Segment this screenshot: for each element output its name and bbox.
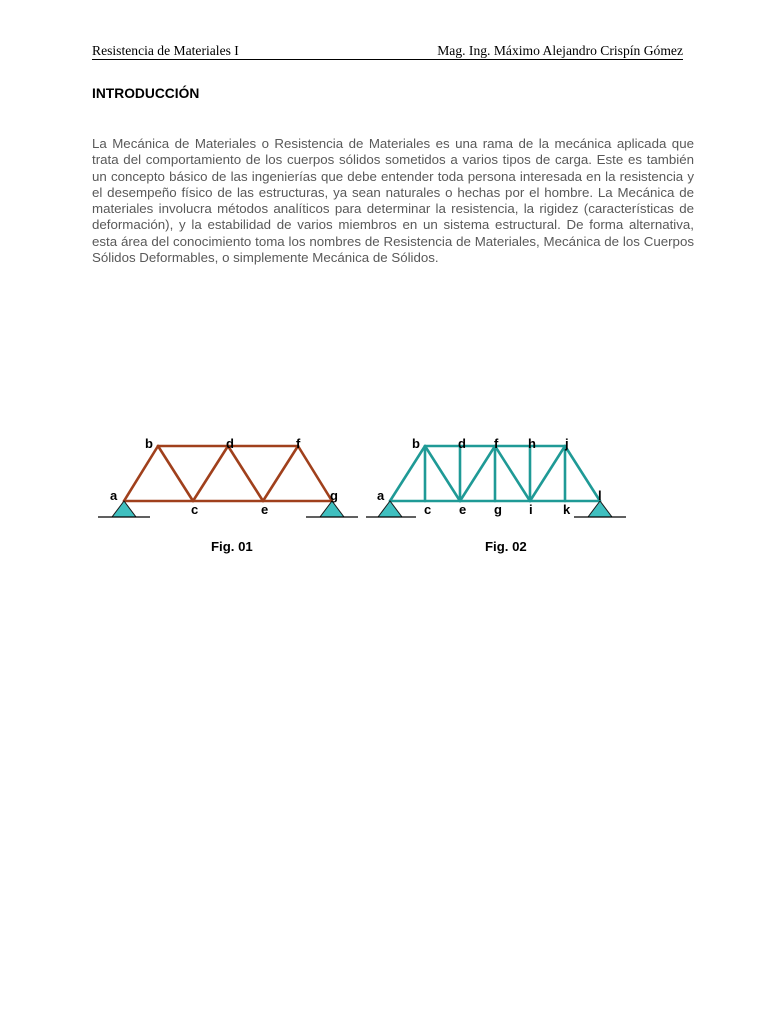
member-e-f bbox=[263, 446, 298, 501]
node-label-f: f bbox=[494, 436, 499, 451]
header-author: Mag. Ing. Máximo Alejandro Crispín Gómez bbox=[437, 43, 683, 58]
node-label-b: b bbox=[412, 436, 420, 451]
header-course-title: Resistencia de Materiales I bbox=[92, 43, 239, 58]
node-label-d: d bbox=[458, 436, 466, 451]
truss-members bbox=[124, 446, 332, 501]
member-b-c bbox=[158, 446, 193, 501]
node-label-c: c bbox=[191, 502, 199, 517]
truss-diagram-01 bbox=[92, 428, 364, 518]
truss-figure-02 bbox=[366, 428, 636, 518]
supports bbox=[112, 501, 344, 517]
node-label-d: d bbox=[226, 436, 234, 451]
member-a-b bbox=[390, 446, 425, 501]
pin-support-right bbox=[588, 501, 612, 517]
node-label-e: e bbox=[459, 502, 467, 517]
page-header bbox=[92, 42, 683, 60]
node-label-h: h bbox=[528, 436, 536, 451]
node-label-a: a bbox=[110, 488, 118, 503]
node-label-e: e bbox=[261, 502, 269, 517]
figure-caption-01: Fig. 01 bbox=[211, 539, 253, 554]
node-label-j: j bbox=[565, 436, 569, 451]
member-j-l bbox=[565, 446, 600, 501]
node-label-f: f bbox=[296, 436, 301, 451]
member-a-b bbox=[124, 446, 158, 501]
node-label-g: g bbox=[494, 502, 502, 517]
member-f-g bbox=[298, 446, 332, 501]
pin-support-right bbox=[320, 501, 344, 517]
node-label-g: g bbox=[330, 488, 338, 503]
figure-caption-02: Fig. 02 bbox=[485, 539, 527, 554]
node-label-b: b bbox=[145, 436, 153, 451]
node-label-l: l bbox=[598, 488, 602, 503]
node-label-a: a bbox=[377, 488, 385, 503]
member-i-j bbox=[530, 446, 565, 501]
node-label-c: c bbox=[424, 502, 432, 517]
node-labels bbox=[377, 436, 602, 517]
member-b-e bbox=[425, 446, 460, 501]
truss-members bbox=[390, 446, 600, 501]
member-e-f bbox=[460, 446, 495, 501]
node-labels bbox=[110, 436, 338, 517]
section-title: INTRODUCCIÓN bbox=[92, 86, 200, 101]
member-f-i bbox=[495, 446, 530, 501]
pin-support-left bbox=[112, 501, 136, 517]
member-c-d bbox=[193, 446, 228, 501]
truss-diagram-02 bbox=[366, 428, 636, 518]
node-label-i: i bbox=[529, 502, 533, 517]
truss-figure-01 bbox=[92, 428, 364, 518]
node-label-k: k bbox=[563, 502, 571, 517]
intro-paragraph: La Mecánica de Materiales o Resistencia de Materiales es una rama de la mecánica aplicada que trata del comportamiento de los cuerpos sólidos sometidos a varios tipos de carga. Este es también un concepto básico de las ingenierías que debe entender toda persona interesada en la resistencia y el desempeño físico de las estructuras, ya sean naturales o hechas por el hombre. La Mecánica de materiales involucra métodos analíticos para determinar la resistencia, la rigidez (características de deformación), y la estabilidad de varios miembros en un sistema estructural. De forma alternativa, esta área del conocimiento toma los nombres de Resistencia de Materiales, Mecánica de los Cuerpos Sólidos Deformables, o simplemente Mecánica de Sólidos. bbox=[92, 136, 694, 266]
pin-support-left bbox=[378, 501, 402, 517]
member-d-e bbox=[228, 446, 263, 501]
